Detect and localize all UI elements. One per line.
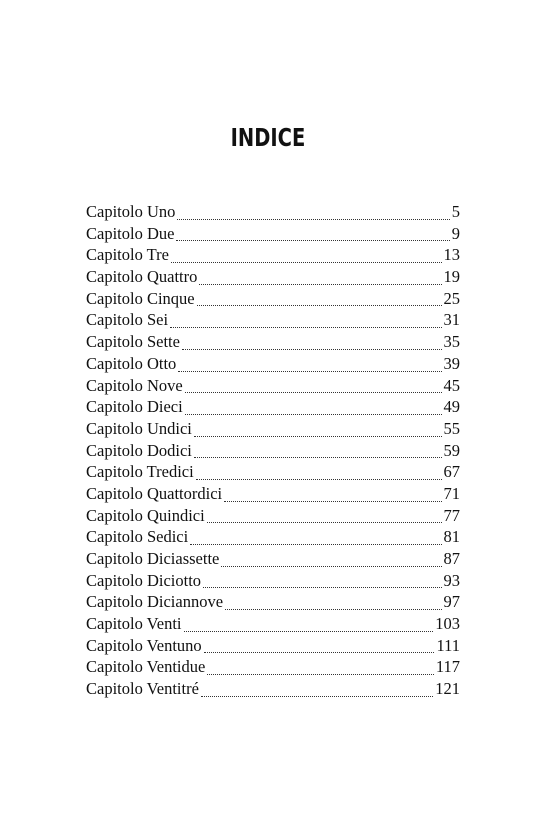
chapter-title: Capitolo Undici [86, 418, 192, 438]
chapter-title: Capitolo Ventuno [86, 635, 202, 655]
toc-entry[interactable] [86, 375, 460, 397]
page-number: 49 [443, 397, 460, 417]
page-number: 59 [443, 440, 460, 460]
chapter-title: Capitolo Sedici [86, 527, 189, 547]
chapter-title: Capitolo Diciannove [86, 592, 224, 612]
chapter-title: Capitolo Tredici [86, 462, 194, 482]
toc-entry[interactable] [86, 223, 460, 245]
toc-entry[interactable] [86, 201, 460, 223]
page-number: 19 [443, 267, 460, 287]
page-number: 35 [443, 332, 460, 352]
dot-leader [203, 587, 441, 588]
toc-entry[interactable] [86, 353, 460, 375]
toc-entry[interactable] [86, 526, 460, 548]
toc-entry[interactable] [86, 613, 460, 635]
chapter-title: Capitolo Tre [86, 245, 169, 265]
toc-entry[interactable] [86, 288, 460, 310]
toc-entry[interactable] [86, 505, 460, 527]
page-number: 93 [443, 570, 460, 590]
chapter-title: Capitolo Due [86, 223, 175, 243]
toc-entry[interactable] [86, 331, 460, 353]
chapter-title: Capitolo Ventidue [86, 657, 206, 677]
toc-entry[interactable] [86, 309, 460, 331]
page-number: 39 [443, 353, 460, 373]
page-number: 103 [435, 614, 460, 634]
page-number: 121 [435, 679, 460, 699]
toc-entry[interactable] [86, 418, 460, 440]
page-number: 5 [451, 202, 460, 221]
chapter-title: Capitolo Quattordici [86, 483, 223, 503]
toc-entry[interactable] [86, 461, 460, 483]
chapter-title: Capitolo Ventitré [86, 679, 199, 699]
page-number: 67 [443, 462, 460, 482]
toc-entry[interactable] [86, 548, 460, 570]
dot-leader [194, 436, 442, 437]
page-number: 111 [436, 635, 460, 655]
dot-leader [177, 219, 449, 220]
chapter-title: Capitolo Diciassette [86, 549, 220, 568]
page-number: 45 [443, 375, 460, 395]
page-number: 13 [443, 245, 460, 265]
toc-entry[interactable] [86, 635, 460, 657]
dot-leader [225, 609, 441, 610]
page-number: 81 [443, 527, 460, 547]
chapter-title: Capitolo Quindici [86, 505, 205, 525]
chapter-title: Capitolo Dodici [86, 440, 192, 460]
page-number: 71 [443, 483, 460, 503]
toc-entry[interactable] [86, 266, 460, 288]
dot-leader [207, 522, 442, 523]
page-number: 77 [443, 505, 460, 525]
chapter-title: Capitolo Dieci [86, 397, 183, 417]
toc-entry[interactable] [86, 591, 460, 613]
dot-leader [182, 349, 442, 350]
dot-leader [178, 371, 441, 372]
dot-leader [184, 631, 434, 632]
chapter-title: Capitolo Sette [86, 332, 180, 352]
dot-leader [171, 262, 442, 263]
page-title: INDICE [230, 122, 306, 152]
dot-leader [185, 414, 442, 415]
toc-entry[interactable] [86, 396, 460, 418]
chapter-title: Capitolo Uno [86, 202, 176, 221]
chapter-title: Capitolo Diciotto [86, 570, 202, 590]
page-number: 87 [443, 549, 460, 568]
dot-leader [224, 501, 441, 502]
dot-leader [194, 457, 442, 458]
chapter-title: Capitolo Quattro [86, 267, 198, 287]
toc-entry[interactable] [86, 244, 460, 266]
page-number: 97 [443, 592, 460, 612]
dot-leader [204, 652, 435, 653]
page-number: 9 [451, 223, 460, 243]
page-number: 55 [443, 418, 460, 438]
dot-leader [176, 240, 449, 241]
toc-entry[interactable] [86, 483, 460, 505]
toc-entry[interactable] [86, 656, 460, 678]
chapter-title: Capitolo Cinque [86, 288, 195, 308]
dot-leader [185, 392, 442, 393]
dot-leader [196, 479, 442, 480]
dot-leader [197, 305, 442, 306]
table-of-contents [86, 201, 460, 700]
dot-leader [170, 327, 441, 328]
chapter-title: Capitolo Venti [86, 614, 182, 634]
dot-leader [207, 674, 434, 675]
chapter-title: Capitolo Sei [86, 310, 169, 330]
toc-entry[interactable] [86, 440, 460, 462]
page-number: 31 [443, 310, 460, 330]
dot-leader [199, 284, 441, 285]
chapter-title: Capitolo Nove [86, 375, 183, 395]
toc-entry[interactable] [86, 570, 460, 592]
dot-leader [190, 544, 441, 545]
page-number: 117 [435, 657, 460, 677]
toc-entry[interactable] [86, 678, 460, 700]
dot-leader [201, 696, 433, 697]
dot-leader [221, 566, 441, 567]
chapter-title: Capitolo Otto [86, 353, 177, 373]
page-number: 25 [443, 288, 460, 308]
